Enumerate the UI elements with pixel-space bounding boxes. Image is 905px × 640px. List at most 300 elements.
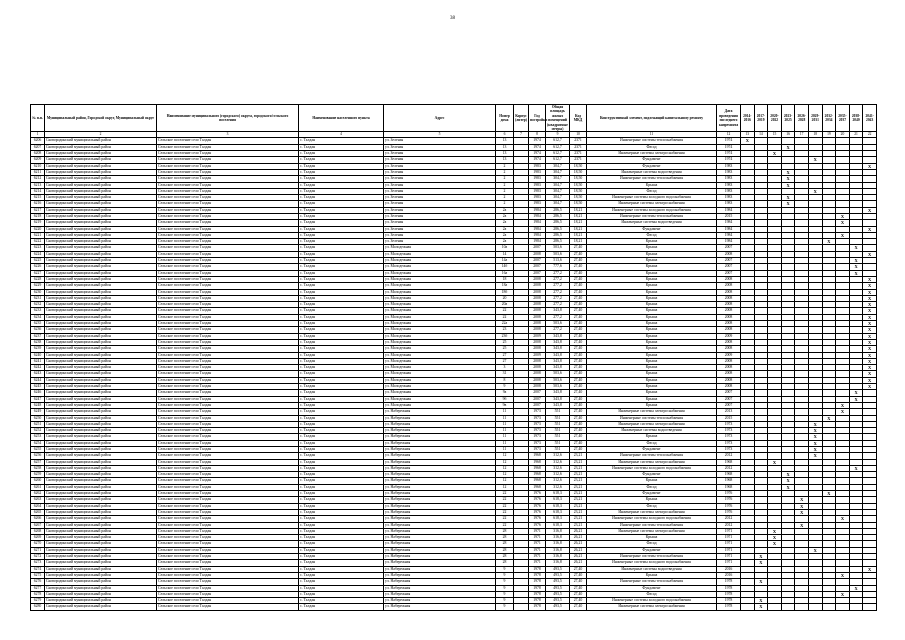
period-mark-cell: X <box>768 528 782 534</box>
table-cell: с. Талдан <box>299 245 384 251</box>
table-cell: Сельское поселение село Талдан <box>157 560 299 566</box>
table-cell: 6276 <box>31 579 45 585</box>
table-cell: 9 <box>496 585 514 591</box>
table-cell: Крыша <box>587 352 717 358</box>
table-cell: 1984 <box>529 232 546 238</box>
table-cell: ул. Набережная <box>384 484 496 490</box>
table-cell: 2008 <box>717 358 741 364</box>
table-cell: 2007 <box>717 258 741 264</box>
table-cell: с. Талдан <box>299 377 384 383</box>
table-cell: Сковородинский муниципальный район <box>45 409 157 415</box>
table-cell: 1973 <box>717 440 741 446</box>
table-cell: 14б <box>496 264 514 270</box>
table-cell: 2007 <box>529 264 546 270</box>
table-cell: 6219 <box>31 220 45 226</box>
table-cell: Крыша <box>587 402 717 408</box>
table-cell: 6264 <box>31 503 45 509</box>
table-cell: 2008 <box>717 327 741 333</box>
table-cell: 1983 <box>529 169 546 175</box>
table-cell: Сковородинский муниципальный район <box>45 207 157 213</box>
table-cell: 277,2 <box>546 283 570 289</box>
table-cell: 6278 <box>31 591 45 597</box>
table-cell: Сельское поселение село Талдан <box>157 446 299 452</box>
column-number: 19 <box>822 132 836 138</box>
column-header: 2017-2019 <box>754 105 768 132</box>
table-cell: Сельское поселение село Талдан <box>157 220 299 226</box>
table-cell: 18,21 <box>570 214 587 220</box>
table-cell: Сельское поселение село Талдан <box>157 547 299 553</box>
table-cell: ул. Набережная <box>384 409 496 415</box>
table-cell: Сковородинский муниципальный район <box>45 503 157 509</box>
table-cell: 23,21 <box>570 491 587 497</box>
table-cell: 2008 <box>529 289 546 295</box>
table-cell: 513,6 <box>546 258 570 264</box>
table-cell: 11 <box>496 415 514 421</box>
table-cell: Крыша <box>587 245 717 251</box>
table-cell: 23 <box>496 327 514 333</box>
table-cell: 6239 <box>31 346 45 352</box>
table-cell: 1976 <box>717 509 741 515</box>
table-cell: 1973 <box>529 434 546 440</box>
table-cell: Сковородинский муниципальный район <box>45 314 157 320</box>
table-cell: 27,40 <box>570 251 587 257</box>
table-cell: Сельское поселение село Талдан <box>157 333 299 339</box>
table-cell: 27,40 <box>570 358 587 364</box>
column-header: 2038-2040 <box>849 105 863 132</box>
table-cell: 1974 <box>717 157 741 163</box>
table-cell: Инженерные системы теплоснабжения <box>587 138 717 144</box>
table-cell: 28 <box>496 554 514 560</box>
table-cell: 618,3 <box>546 522 570 528</box>
table-cell: 18,50 <box>570 188 587 194</box>
table-cell: Сковородинский муниципальный район <box>45 465 157 471</box>
table-cell: 2008 <box>529 371 546 377</box>
table-cell: Инженерные системы электроснабжения <box>587 528 717 534</box>
table-cell: 23,21 <box>570 509 587 515</box>
table-cell: 10а <box>496 245 514 251</box>
table-cell: Фундамент <box>587 585 717 591</box>
table-cell: 1973 <box>529 446 546 452</box>
table-cell: Крыша <box>587 572 717 578</box>
table-cell: Сковородинский муниципальный район <box>45 239 157 245</box>
column-number: 3 <box>157 132 299 138</box>
table-cell: ул. Набережная <box>384 478 496 484</box>
table-cell: 1983 <box>717 169 741 175</box>
table-cell: 6217 <box>31 207 45 213</box>
table-cell: с. Талдан <box>299 446 384 452</box>
table-cell: 2013 <box>717 409 741 415</box>
table-cell: 612,7 <box>546 151 570 157</box>
table-cell: с. Талдан <box>299 522 384 528</box>
column-number: 22 <box>863 132 877 138</box>
table-cell: 6229 <box>31 283 45 289</box>
table-cell: ул. Молодежная <box>384 327 496 333</box>
table-cell: 23б <box>496 333 514 339</box>
table-cell: Фасад <box>587 188 717 194</box>
table-cell: с. Талдан <box>299 547 384 553</box>
table-cell: 343,8 <box>546 358 570 364</box>
table-cell: 2а <box>496 214 514 220</box>
column-header: 2026-2028 <box>795 105 809 132</box>
table-cell: с. Талдан <box>299 560 384 566</box>
table-cell: Сельское поселение село Талдан <box>157 396 299 402</box>
table-cell: 23,21 <box>570 503 587 509</box>
table-cell: 27,40 <box>570 409 587 415</box>
table-cell: 27,40 <box>570 302 587 308</box>
table-cell: 1971 <box>717 554 741 560</box>
table-cell: Инженерные системы электроснабжения <box>587 421 717 427</box>
table-cell: 2008 <box>529 346 546 352</box>
period-mark-cell: X <box>795 522 809 528</box>
table-cell: ул. Набережная <box>384 566 496 572</box>
table-cell: с. Талдан <box>299 333 384 339</box>
period-mark-cell <box>822 604 836 610</box>
table-cell: ул. Зеленая <box>384 182 496 188</box>
table-cell: ул. Набережная <box>384 453 496 459</box>
table-cell: 14 <box>496 251 514 257</box>
column-header: 2014-2016 <box>741 105 755 132</box>
table-cell: Сельское поселение село Талдан <box>157 566 299 572</box>
table-cell: 612,7 <box>546 138 570 144</box>
table-cell: 18,50 <box>570 201 587 207</box>
table-cell: 12 <box>496 478 514 484</box>
period-mark-cell: X <box>768 459 782 465</box>
table-cell: 1984 <box>529 207 546 213</box>
table-cell: Сковородинский муниципальный район <box>45 384 157 390</box>
table-cell: 22 <box>496 491 514 497</box>
table-cell: 6232 <box>31 302 45 308</box>
table-cell: 1976 <box>529 522 546 528</box>
table-cell: Сковородинский муниципальный район <box>45 554 157 560</box>
table-cell: 1973 <box>717 428 741 434</box>
table-cell: Сельское поселение село Талдан <box>157 270 299 276</box>
table-cell: 18 <box>496 276 514 282</box>
table-cell: Сковородинский муниципальный район <box>45 478 157 484</box>
table-cell: 9 <box>496 591 514 597</box>
table-cell: с. Талдан <box>299 572 384 578</box>
period-mark-cell: X <box>768 541 782 547</box>
table-cell: Сковородинский муниципальный район <box>45 415 157 421</box>
table-cell: 6267 <box>31 522 45 528</box>
table-cell: 1974 <box>529 157 546 163</box>
table-cell: 6250 <box>31 415 45 421</box>
table-cell: 27,40 <box>570 327 587 333</box>
table-cell: 343,8 <box>546 396 570 402</box>
table-cell: 2008 <box>529 365 546 371</box>
table-cell: 1973 <box>717 446 741 452</box>
table-cell: 2008 <box>717 283 741 289</box>
table-cell: Инженерные системы электроснабжения <box>587 509 717 515</box>
capital-repair-table <box>30 104 877 611</box>
table-cell: 277,2 <box>546 295 570 301</box>
table-cell: 2012 <box>717 516 741 522</box>
table-cell: 277,2 <box>546 314 570 320</box>
table-cell: Сковородинский муниципальный район <box>45 283 157 289</box>
table-cell: Инженерные системы холодного водоснабжения <box>587 598 717 604</box>
table-cell: 27,40 <box>570 572 587 578</box>
table-cell: Сельское поселение село Талдан <box>157 371 299 377</box>
table-cell: Инженерные системы холодного водоснабжения <box>587 207 717 213</box>
table-cell: 1976 <box>717 497 741 503</box>
table-cell: ул. Набережная <box>384 440 496 446</box>
table-cell: ул. Набережная <box>384 604 496 610</box>
table-cell: с. Талдан <box>299 258 384 264</box>
period-mark-cell: X <box>754 598 768 604</box>
table-cell: 1978 <box>717 579 741 585</box>
table-cell: с. Талдан <box>299 264 384 270</box>
period-mark-cell: X <box>849 258 863 264</box>
table-cell: 1983 <box>717 188 741 194</box>
table-cell: Сельское поселение село Талдан <box>157 232 299 238</box>
table-cell: Сковородинский муниципальный район <box>45 440 157 446</box>
table-cell: 2а <box>496 226 514 232</box>
table-cell: 2008 <box>529 283 546 289</box>
table-cell: 2007 <box>529 258 546 264</box>
column-number: 14 <box>754 132 768 138</box>
table-cell: 1983 <box>529 182 546 188</box>
table-cell: 286,5 <box>546 226 570 232</box>
table-cell: 503,6 <box>546 377 570 383</box>
table-cell: ул. Зеленая <box>384 176 496 182</box>
table-cell: 22а <box>496 321 514 327</box>
table-cell: 6216 <box>31 201 45 207</box>
table-cell: 1971 <box>529 541 546 547</box>
table-cell: Фундамент <box>587 226 717 232</box>
table-cell: Сковородинский муниципальный район <box>45 346 157 352</box>
period-mark-cell <box>863 604 877 610</box>
table-cell: ул. Молодежная <box>384 396 496 402</box>
table-cell: 27,40 <box>570 314 587 320</box>
table-cell: 1983 <box>717 201 741 207</box>
table-cell: Сковородинский муниципальный район <box>45 308 157 314</box>
table-cell: 27,40 <box>570 339 587 345</box>
table-cell: Сковородинский муниципальный район <box>45 220 157 226</box>
table-cell: 1968 <box>529 484 546 490</box>
table-cell: 304,7 <box>546 201 570 207</box>
table-cell: Сковородинский муниципальный район <box>45 365 157 371</box>
table-cell: 13 <box>496 157 514 163</box>
table-cell: Сельское поселение село Талдан <box>157 365 299 371</box>
table-cell: Инженерные системы теплоснабжения <box>587 453 717 459</box>
table-cell: 2371 <box>570 138 587 144</box>
period-mark-cell: X <box>863 302 877 308</box>
period-mark-cell: X <box>836 409 850 415</box>
table-cell: 2371 <box>570 157 587 163</box>
table-cell: 1971 <box>717 528 741 534</box>
table-cell: с. Талдан <box>299 453 384 459</box>
table-cell: Сковородинский муниципальный район <box>45 472 157 478</box>
table-cell: 1984 <box>529 239 546 245</box>
period-mark-cell: X <box>863 289 877 295</box>
table-cell: 18,50 <box>570 176 587 182</box>
table-cell: Сковородинский муниципальный район <box>45 579 157 585</box>
table-cell: с. Талдан <box>299 138 384 144</box>
table-cell: 6214 <box>31 188 45 194</box>
table-cell: 343,8 <box>546 390 570 396</box>
table-cell: ул. Набережная <box>384 579 496 585</box>
table-cell: Сковородинский муниципальный район <box>45 144 157 150</box>
table-cell: 312,6 <box>546 453 570 459</box>
table-cell: Сельское поселение село Талдан <box>157 478 299 484</box>
table-cell: 1978 <box>529 598 546 604</box>
table-cell: 27,40 <box>570 276 587 282</box>
table-cell: 6211 <box>31 169 45 175</box>
table-cell: Сковородинский муниципальный район <box>45 509 157 515</box>
period-mark-cell: X <box>781 182 795 188</box>
table-cell: 503,6 <box>546 245 570 251</box>
column-header: Дата проведения последнего капремонта <box>717 105 741 132</box>
table-cell: Сковородинский муниципальный район <box>45 251 157 257</box>
table-cell: Сковородинский муниципальный район <box>45 258 157 264</box>
table-cell: 312,6 <box>546 459 570 465</box>
table-cell: Сковородинский муниципальный район <box>45 289 157 295</box>
period-mark-cell: X <box>863 163 877 169</box>
table-cell: Крыша <box>587 258 717 264</box>
column-header: Корпус (литер) <box>514 105 529 132</box>
table-cell: 26,21 <box>570 535 587 541</box>
table-cell: Сковородинский муниципальный район <box>45 163 157 169</box>
period-mark-cell: X <box>863 566 877 572</box>
table-cell: Инженерные системы электроснабжения <box>587 201 717 207</box>
table-cell: 277,2 <box>546 276 570 282</box>
table-cell: Сельское поселение село Талдан <box>157 472 299 478</box>
table-cell: 286,5 <box>546 239 570 245</box>
table-cell: 3 <box>496 365 514 371</box>
table-cell: Сковородинский муниципальный район <box>45 245 157 251</box>
table-cell: Сельское поселение село Талдан <box>157 604 299 610</box>
table-cell: ул. Набережная <box>384 472 496 478</box>
table-cell: 12 <box>496 453 514 459</box>
table-cell: ул. Зеленая <box>384 207 496 213</box>
table-cell: 312,6 <box>546 465 570 471</box>
table-cell: Сковородинский муниципальный район <box>45 396 157 402</box>
table-cell: 618,3 <box>546 509 570 515</box>
table-cell: 16а <box>496 270 514 276</box>
table-cell: 23,21 <box>570 484 587 490</box>
period-mark-cell <box>741 604 755 610</box>
table-cell: 2а <box>496 207 514 213</box>
table-cell: 23,21 <box>570 516 587 522</box>
table-cell: 1974 <box>717 151 741 157</box>
table-cell: с. Талдан <box>299 384 384 390</box>
table-cell: 304,7 <box>546 188 570 194</box>
table-cell: 27,40 <box>570 346 587 352</box>
table-cell: Сковородинский муниципальный район <box>45 402 157 408</box>
table-cell: ул. Молодежная <box>384 308 496 314</box>
table-cell: 2007 <box>529 390 546 396</box>
table-cell: 343,8 <box>546 352 570 358</box>
table-cell: 2008 <box>717 377 741 383</box>
table-cell: Сельское поселение село Талдан <box>157 453 299 459</box>
table-cell: 503,6 <box>546 384 570 390</box>
table-cell: Крыша <box>587 321 717 327</box>
period-mark-cell: X <box>781 201 795 207</box>
table-cell: 18,50 <box>570 195 587 201</box>
table-cell: 2008 <box>529 295 546 301</box>
table-cell: ул. Молодежная <box>384 365 496 371</box>
table-cell: Сельское поселение село Талдан <box>157 434 299 440</box>
table-cell: 1968 <box>529 472 546 478</box>
table-cell: 2007 <box>717 264 741 270</box>
table-cell: Сковородинский муниципальный район <box>45 333 157 339</box>
table-cell: 2007 <box>717 390 741 396</box>
table-cell: с. Талдан <box>299 396 384 402</box>
table-cell: 11 <box>496 440 514 446</box>
table-cell: 27,40 <box>570 264 587 270</box>
table-cell: 6248 <box>31 402 45 408</box>
table-cell: 304,7 <box>546 182 570 188</box>
table-cell: Крыша <box>587 283 717 289</box>
table-cell: 2008 <box>717 339 741 345</box>
table-cell: 18,50 <box>570 169 587 175</box>
table-cell: 6227 <box>31 270 45 276</box>
table-cell: Инженерные системы теплоснабжения <box>587 214 717 220</box>
table-cell: 6237 <box>31 333 45 339</box>
table-cell: 1971 <box>717 547 741 553</box>
table-cell: с. Талдан <box>299 346 384 352</box>
table-cell: ул. Набережная <box>384 465 496 471</box>
table-cell: 27,40 <box>570 604 587 610</box>
table-cell: с. Талдан <box>299 188 384 194</box>
table-cell: 9а <box>496 390 514 396</box>
table-cell: 22 <box>496 503 514 509</box>
table-cell: 6268 <box>31 528 45 534</box>
table-cell: 312,6 <box>546 478 570 484</box>
table-cell: Сельское поселение село Талдан <box>157 402 299 408</box>
table-cell: 6277 <box>31 585 45 591</box>
table-cell: Крыша <box>587 289 717 295</box>
table-cell: Сковородинский муниципальный район <box>45 535 157 541</box>
table-cell: 6233 <box>31 308 45 314</box>
table-cell: 6245 <box>31 384 45 390</box>
table-cell: 2008 <box>717 314 741 320</box>
column-header: 2041-2043 <box>863 105 877 132</box>
column-header: Конструктивный элемент, подлежащий капитальному ремонту <box>587 105 717 132</box>
table-cell: Сковородинский муниципальный район <box>45 195 157 201</box>
table-cell: 2008 <box>717 302 741 308</box>
table-cell: 12 <box>496 459 514 465</box>
table-cell: 27 <box>496 358 514 364</box>
period-mark-cell: X <box>863 276 877 282</box>
table-cell: 6224 <box>31 251 45 257</box>
column-header: Наименование муниципального (городского) округа, городского/сельского поселения <box>157 105 299 132</box>
period-mark-cell: X <box>863 377 877 383</box>
table-cell: 27,40 <box>570 566 587 572</box>
table-cell: Крыша <box>587 333 717 339</box>
table-cell: 2007 <box>529 402 546 408</box>
table-cell: ул. Молодежная <box>384 346 496 352</box>
table-cell: с. Талдан <box>299 566 384 572</box>
table-cell: 6222 <box>31 239 45 245</box>
period-mark-cell: X <box>754 579 768 585</box>
table-cell: 1968 <box>717 478 741 484</box>
table-cell: 312,6 <box>546 484 570 490</box>
table-cell: Сельское поселение село Талдан <box>157 384 299 390</box>
table-cell: с. Талдан <box>299 321 384 327</box>
table-cell: 27,40 <box>570 289 587 295</box>
table-cell: 13 <box>496 138 514 144</box>
table-cell: 304,7 <box>546 169 570 175</box>
table-cell: 27,40 <box>570 440 587 446</box>
table-cell: Сельское поселение село Талдан <box>157 207 299 213</box>
table-cell: Крыша <box>587 302 717 308</box>
table-cell: Сковородинский муниципальный район <box>45 421 157 427</box>
page-number: 38 <box>450 16 455 21</box>
table-cell: 316,8 <box>546 541 570 547</box>
table-cell: 493,5 <box>546 585 570 591</box>
table-cell: 6271 <box>31 547 45 553</box>
table-cell: Сельское поселение село Талдан <box>157 516 299 522</box>
